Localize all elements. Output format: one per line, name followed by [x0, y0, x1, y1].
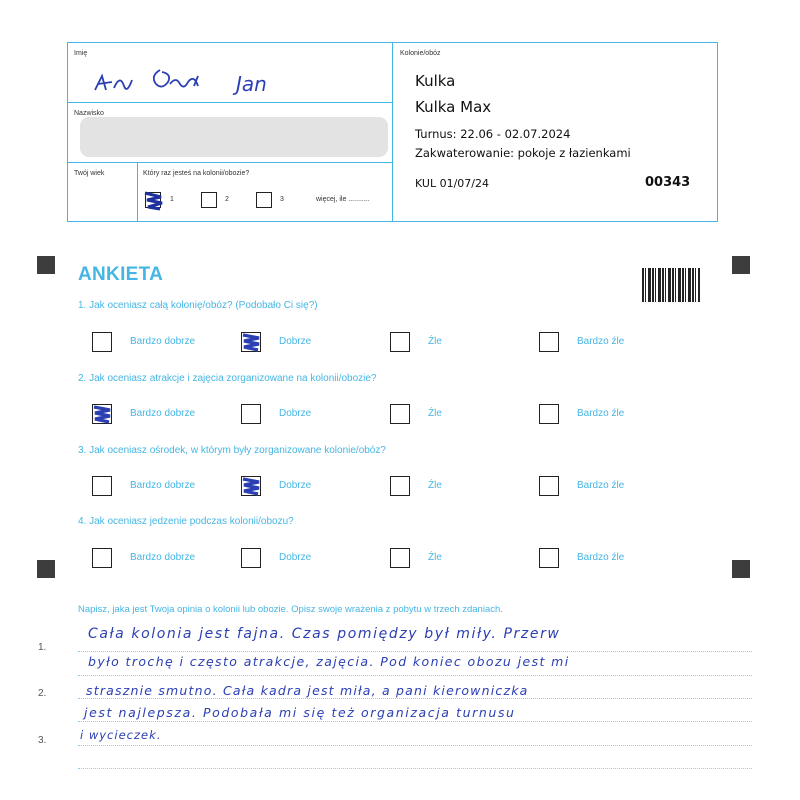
- registration-marker-top-left: [37, 256, 55, 274]
- q4-option-label: Bardzo dobrze: [130, 552, 196, 563]
- line-number-3: 3.: [38, 735, 47, 746]
- ktory-raz-checkbox-2[interactable]: [201, 192, 217, 208]
- registration-marker-bottom-left: [37, 560, 55, 578]
- q1-check-mark: [240, 331, 262, 353]
- divider: [78, 675, 752, 676]
- question-1: 1. Jak oceniasz całą kolonię/obóz? (Podobało Ci się?): [78, 300, 318, 311]
- q1-option-label: Dobrze: [279, 336, 312, 347]
- q4-checkbox-2[interactable]: [241, 548, 261, 568]
- registration-marker-top-right: [732, 256, 750, 274]
- q4-checkbox-4[interactable]: [539, 548, 559, 568]
- q3-checkbox-3[interactable]: [390, 476, 410, 496]
- kolonie-label: Kolonie/obóz: [400, 50, 441, 57]
- q2-checkbox-3[interactable]: [390, 404, 410, 424]
- barcode: [642, 268, 700, 302]
- kolonia-name: Kulka: [415, 72, 456, 90]
- ktory-raz-option-1: 1: [170, 196, 174, 203]
- divider: [67, 162, 393, 163]
- q4-checkbox-3[interactable]: [390, 548, 410, 568]
- handwriting-line-4[interactable]: jest najlepsza. Podobała mi się też organizacja turnusu: [84, 705, 516, 720]
- imie-scribble: [90, 62, 240, 100]
- ktory-raz-option-3: 3: [280, 196, 284, 203]
- q2-option-label: Bardzo źle: [577, 408, 625, 419]
- imie-label: Imię: [74, 50, 88, 57]
- handwriting-line-5[interactable]: i wycieczek.: [80, 728, 162, 742]
- q1-option-label: Źle: [428, 336, 442, 347]
- q2-option-label: Źle: [428, 408, 442, 419]
- q1-checkbox-3[interactable]: [390, 332, 410, 352]
- survey-title: ANKIETA: [78, 264, 164, 285]
- question-4: 4. Jak oceniasz jedzenie podczas kolonii/obozu?: [78, 516, 294, 527]
- ktory-raz-option-2: 2: [225, 196, 229, 203]
- divider: [78, 721, 752, 722]
- zakwaterowanie: Zakwaterowanie: pokoje z łazienkami: [415, 146, 631, 160]
- q2-option-label: Bardzo dobrze: [130, 408, 196, 419]
- q3-option-label: Dobrze: [279, 480, 312, 491]
- q3-checkbox-1[interactable]: [92, 476, 112, 496]
- divider: [78, 745, 752, 746]
- turnus-dates: Turnus: 22.06 - 02.07.2024: [415, 127, 571, 141]
- ktory-raz-option-more: więcej, ile ...........: [316, 196, 370, 203]
- q1-option-label: Bardzo dobrze: [130, 336, 196, 347]
- ktory-raz-checkbox-3[interactable]: [256, 192, 272, 208]
- q3-checkbox-4[interactable]: [539, 476, 559, 496]
- line-number-1: 1.: [38, 642, 47, 653]
- form-number: 00343: [645, 175, 691, 190]
- ktory-raz-label: Który raz jesteś na kolonii/obozie?: [143, 170, 250, 177]
- registration-marker-bottom-right: [732, 560, 750, 578]
- q4-option-label: Dobrze: [279, 552, 312, 563]
- divider: [137, 162, 138, 222]
- line-number-2: 2.: [38, 688, 47, 699]
- q1-checkbox-1[interactable]: [92, 332, 112, 352]
- divider: [78, 651, 752, 652]
- q1-checkbox-4[interactable]: [539, 332, 559, 352]
- nazwisko-label: Nazwisko: [74, 110, 104, 117]
- q2-checkbox-2[interactable]: [241, 404, 261, 424]
- q3-option-label: Bardzo źle: [577, 480, 625, 491]
- kolonia-program: Kulka Max: [415, 98, 492, 116]
- q2-check-mark: [91, 403, 113, 425]
- turnus-code: KUL 01/07/24: [415, 177, 489, 190]
- handwriting-line-1[interactable]: Cała kolonia jest fajna. Czas pomiędzy był miły. Przerw: [88, 626, 561, 642]
- opinion-prompt: Napisz, jaka jest Twoja opinia o kolonii lub obozie. Opisz swoje wrażenia z pobytu w trzech zdaniach.: [78, 604, 503, 615]
- question-2: 2. Jak oceniasz atrakcje i zajęcia zorganizowane na kolonii/obozie?: [78, 373, 377, 384]
- q2-checkbox-4[interactable]: [539, 404, 559, 424]
- q4-checkbox-1[interactable]: [92, 548, 112, 568]
- question-3: 3. Jak oceniasz ośrodek, w którym były zorganizowane kolonie/obóz?: [78, 445, 386, 456]
- q4-option-label: Bardzo źle: [577, 552, 625, 563]
- q3-option-label: Bardzo dobrze: [130, 480, 196, 491]
- handwriting-line-3[interactable]: strasznie smutno. Cała kadra jest miła, a pani kierowniczka: [86, 683, 529, 698]
- divider: [78, 698, 752, 699]
- nazwisko-redacted: [80, 117, 388, 157]
- q2-option-label: Dobrze: [279, 408, 312, 419]
- q3-check-mark: [240, 475, 262, 497]
- divider: [67, 102, 393, 103]
- q4-option-label: Źle: [428, 552, 442, 563]
- header-divider: [392, 42, 393, 222]
- handwriting-line-2[interactable]: było trochę i często atrakcje, zajęcia. Pod koniec obozu jest mi: [88, 654, 570, 669]
- divider: [78, 768, 752, 769]
- q3-option-label: Źle: [428, 480, 442, 491]
- imie-value[interactable]: Jan: [236, 72, 267, 96]
- ktory-raz-check-mark: [142, 188, 166, 212]
- q1-option-label: Bardzo źle: [577, 336, 625, 347]
- wiek-label: Twój wiek: [74, 170, 105, 177]
